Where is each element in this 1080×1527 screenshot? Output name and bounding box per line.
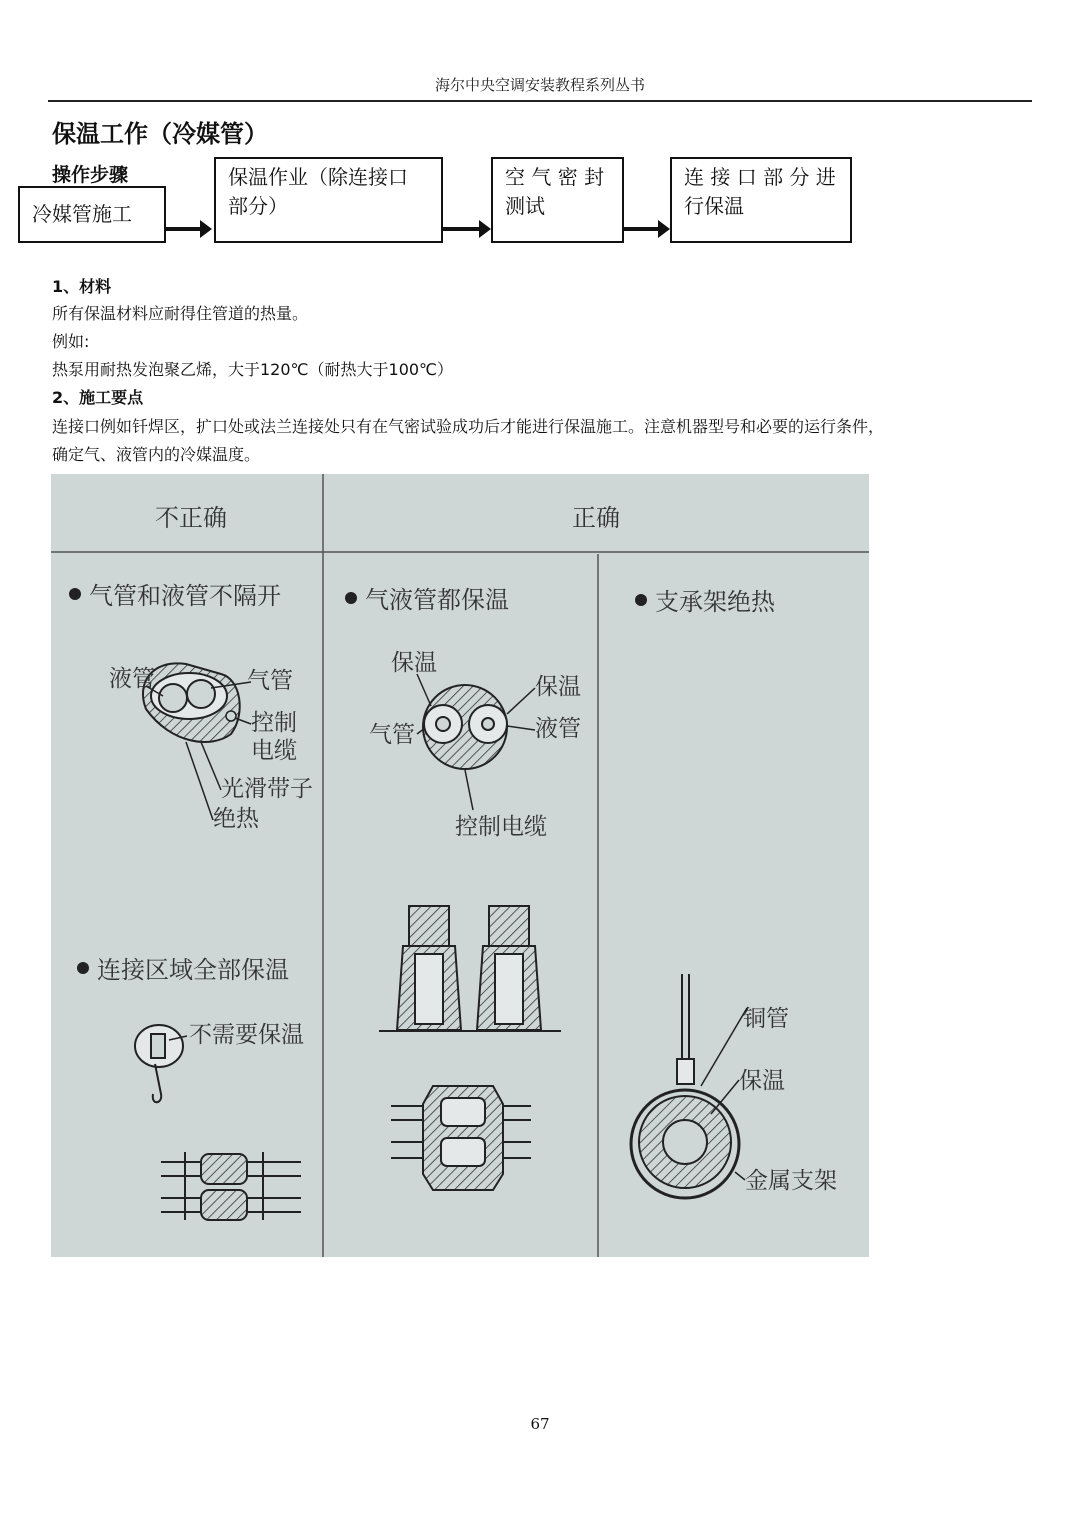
- flow-step-4: [670, 157, 852, 243]
- p1-liquid-label: 液管: [109, 666, 155, 692]
- p3-gas-label: 气管: [369, 722, 415, 748]
- materials-line-2: 例如:: [52, 332, 90, 351]
- flow-step-4-line1: 连 接 口 部 分 进: [684, 165, 836, 189]
- flow-step-3-line1: 空 气 密 封: [505, 165, 605, 189]
- p4-copper-label: 铜管: [743, 1006, 789, 1032]
- p1-cable-label-2: 电缆: [251, 738, 297, 764]
- flow-step-2: [214, 157, 443, 243]
- flow-step-3: [491, 157, 624, 243]
- col-incorrect-label: 不正确: [155, 504, 227, 532]
- points-heading: 2、施工要点: [52, 388, 144, 407]
- panel4-title: 支承架绝热: [655, 588, 775, 616]
- bullet-icon: [345, 592, 357, 604]
- p1-cable-label-1: 控制: [251, 710, 297, 736]
- p1-tape-label: 光滑带子: [221, 776, 313, 802]
- p2-note-label: 不需要保温: [189, 1022, 304, 1048]
- flow-arrow-2: [443, 227, 481, 231]
- flow-step-4-line2: 行保温: [684, 194, 744, 218]
- flow-step-2-line1: 保温作业（除连接口: [228, 165, 408, 189]
- flow-step-3-line2: 测试: [505, 194, 545, 218]
- insulation-illustration: [51, 474, 869, 1257]
- steps-label: 操作步骤: [52, 164, 129, 186]
- flow-arrow-1: [166, 227, 202, 231]
- p3-insul-right-label: 保温: [535, 674, 581, 700]
- p3-liquid-label: 液管: [535, 716, 581, 742]
- bullet-icon: [635, 594, 647, 606]
- p4-insul-label: 保温: [739, 1068, 785, 1094]
- separated-pipe-icon: [423, 685, 507, 769]
- p1-gas-label: 气管: [247, 668, 293, 694]
- panel2-title: 连接区域全部保温: [97, 956, 289, 984]
- bullet-icon: [77, 962, 89, 974]
- flow-step-2-line2: 部分）: [228, 194, 288, 218]
- points-line-1: 连接口例如钎焊区，扩口处或法兰连接处只有在气密试验成功后才能进行保温施工。注意机器型号和必要的运行条件，: [52, 417, 885, 436]
- p3-insul-left-label: 保温: [391, 650, 437, 676]
- col-correct-label: 正确: [572, 504, 620, 532]
- points-line-2: 确定气、液管内的冷媒温度。: [52, 445, 261, 464]
- flow-arrow-3: [624, 227, 660, 231]
- page-header: 海尔中央空调安装教程系列丛书: [48, 70, 1032, 102]
- materials-line-1: 所有保温材料应耐得住管道的热量。: [52, 304, 309, 323]
- panel1-title: 气管和液管不隔开: [89, 582, 281, 610]
- page-number: 67: [530, 1415, 550, 1433]
- p1-insul-label: 绝热: [213, 806, 259, 832]
- panel3-title: 气液管都保温: [365, 586, 509, 614]
- p4-bracket-label: 金属支架: [745, 1168, 837, 1194]
- flow-step-1-label: 冷媒管施工: [32, 202, 132, 226]
- materials-heading: 1、材料: [52, 277, 112, 296]
- flow-step-1: [18, 186, 166, 243]
- materials-line-3: 热泵用耐热发泡聚乙烯，大于120℃（耐热大于100℃）: [52, 360, 454, 379]
- section-title: 保温工作（冷媒管）: [52, 120, 268, 148]
- p3-cable-label: 控制电缆: [455, 814, 547, 840]
- bullet-icon: [69, 588, 81, 600]
